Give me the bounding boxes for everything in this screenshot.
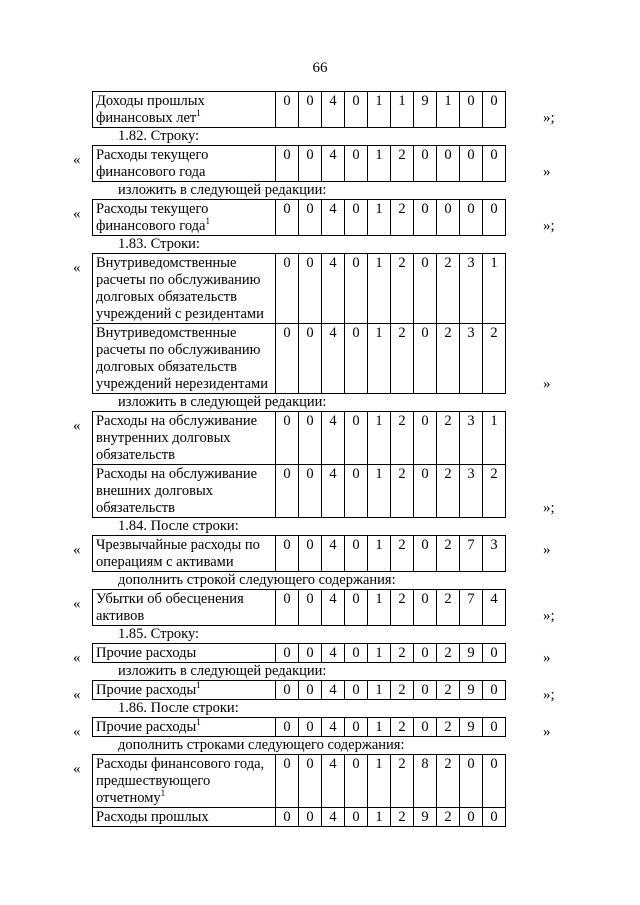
row-name-line: долговых обязательств (96, 359, 237, 375)
code-digit-cell: 0 (345, 755, 368, 808)
code-digit-cell: 0 (276, 808, 299, 827)
code-digit-cell: 0 (345, 718, 368, 737)
code-digit-cell: 2 (391, 718, 414, 737)
caption-text: дополнить строкой следующего содержания: (118, 572, 396, 588)
code-digit-cell: 0 (483, 808, 506, 827)
code-digit-cell: 0 (414, 681, 437, 700)
code-digit-cell: 1 (368, 92, 391, 128)
row-name-line: расчеты по обслуживанию (96, 272, 261, 288)
page-number: 66 (312, 60, 328, 76)
row-name-line: Прочие расходы (96, 682, 197, 698)
code-digit-cell: 0 (460, 200, 483, 236)
code-digit-cell: 3 (460, 324, 483, 394)
code-digit-cell: 0 (345, 590, 368, 626)
row-name-line: активов (96, 608, 145, 624)
code-digit-cell: 0 (299, 200, 322, 236)
code-digit-cell: 2 (391, 465, 414, 518)
closing-quote: »; (543, 608, 555, 624)
code-digit-cell: 0 (276, 200, 299, 236)
row-name-line: операциям с активами (96, 554, 234, 570)
code-digit-cell: 0 (414, 146, 437, 182)
code-digit-cell: 4 (322, 590, 345, 626)
code-table-block (0, 145, 640, 182)
code-digit-cell: 0 (345, 92, 368, 128)
code-digit-cell: 2 (437, 412, 460, 465)
code-digit-cell: 0 (276, 681, 299, 700)
code-digit-cell: 0 (299, 412, 322, 465)
code-digit-cell: 1 (368, 718, 391, 737)
code-digit-cell: 2 (391, 681, 414, 700)
code-digit-cell: 2 (437, 536, 460, 572)
row-name-cell (93, 146, 276, 182)
table-row (93, 755, 506, 808)
code-digit-cell: 8 (414, 755, 437, 808)
code-table-block (0, 253, 640, 394)
code-digit-cell: 0 (345, 324, 368, 394)
footnote-mark: 1 (160, 788, 166, 799)
closing-quote: »; (543, 500, 555, 516)
document-body (0, 91, 640, 827)
row-name-cell (93, 465, 276, 518)
code-digit-cell: 0 (345, 808, 368, 827)
row-name-line: Внутриведомственные (96, 325, 237, 341)
code-digit-cell: 2 (437, 465, 460, 518)
row-name-line: Прочие расходы (96, 719, 197, 735)
opening-quote: « (73, 724, 81, 740)
row-name-cell (93, 718, 276, 737)
code-digit-cell: 4 (322, 465, 345, 518)
section-caption (0, 182, 640, 199)
code-table-block (0, 754, 640, 827)
closing-quote: » (543, 650, 551, 666)
code-digit-cell: 0 (299, 644, 322, 663)
code-digit-cell: 0 (276, 590, 299, 626)
caption-text: изложить в следующей редакции: (118, 394, 327, 410)
code-digit-cell: 1 (368, 254, 391, 324)
code-digit-cell: 1 (368, 412, 391, 465)
closing-quote: » (543, 542, 551, 558)
code-digit-cell: 2 (437, 590, 460, 626)
code-digit-cell: 0 (299, 681, 322, 700)
code-digit-cell: 0 (414, 324, 437, 394)
caption-text: 1.82. Строку: (118, 128, 200, 144)
code-digit-cell: 0 (345, 536, 368, 572)
table-row (93, 324, 506, 394)
code-digit-cell: 2 (483, 324, 506, 394)
row-name-line: внешних долговых (96, 483, 213, 499)
code-digit-cell: 2 (391, 324, 414, 394)
code-table (92, 754, 506, 827)
code-table-block (0, 199, 640, 236)
code-digit-cell: 0 (276, 644, 299, 663)
table-row (93, 465, 506, 518)
closing-quote: »; (543, 687, 555, 703)
code-digit-cell: 0 (414, 412, 437, 465)
row-name-line: Прочие расходы (96, 645, 197, 661)
row-name-line: предшествующего (96, 773, 211, 789)
row-name-line: финансового года (96, 164, 206, 180)
code-digit-cell: 0 (299, 755, 322, 808)
row-name-cell (93, 92, 276, 128)
code-digit-cell: 0 (414, 200, 437, 236)
code-digit-cell: 9 (460, 681, 483, 700)
code-digit-cell: 1 (437, 92, 460, 128)
section-caption (0, 128, 640, 145)
code-digit-cell: 0 (345, 644, 368, 663)
row-name-line: отчетному (96, 790, 161, 806)
code-digit-cell: 1 (368, 755, 391, 808)
closing-quote: »; (543, 218, 555, 234)
code-digit-cell: 0 (276, 465, 299, 518)
row-name-cell (93, 755, 276, 808)
code-digit-cell: 0 (345, 254, 368, 324)
code-table-block (0, 411, 640, 518)
code-digit-cell: 0 (414, 590, 437, 626)
row-name-line: расчеты по обслуживанию (96, 342, 261, 358)
code-digit-cell: 1 (368, 644, 391, 663)
row-name-line: обязательств (96, 500, 175, 516)
opening-quote: « (73, 206, 81, 222)
section-caption (0, 518, 640, 535)
table-row (93, 200, 506, 236)
row-name-cell (93, 590, 276, 626)
code-digit-cell: 0 (345, 465, 368, 518)
code-digit-cell: 1 (368, 200, 391, 236)
code-digit-cell: 0 (345, 412, 368, 465)
row-name-cell (93, 808, 276, 827)
section-caption (0, 572, 640, 589)
code-table-block (0, 589, 640, 626)
code-digit-cell: 2 (391, 536, 414, 572)
code-digit-cell: 2 (437, 644, 460, 663)
row-name-line: Расходы прошлых (96, 809, 209, 825)
code-digit-cell: 1 (483, 254, 506, 324)
code-digit-cell: 0 (483, 755, 506, 808)
code-digit-cell: 4 (322, 808, 345, 827)
table-row (93, 412, 506, 465)
code-table (92, 717, 506, 737)
code-digit-cell: 4 (322, 412, 345, 465)
code-digit-cell: 0 (276, 324, 299, 394)
code-digit-cell: 0 (483, 644, 506, 663)
section-caption (0, 737, 640, 754)
row-name-cell (93, 536, 276, 572)
code-digit-cell: 0 (276, 146, 299, 182)
code-digit-cell: 0 (345, 681, 368, 700)
code-digit-cell: 4 (322, 92, 345, 128)
row-name-cell (93, 324, 276, 394)
code-digit-cell: 7 (460, 590, 483, 626)
code-table (92, 643, 506, 663)
code-digit-cell: 0 (299, 324, 322, 394)
code-table (92, 91, 506, 128)
caption-text: 1.86. После строки: (118, 700, 239, 716)
opening-quote: « (73, 761, 81, 777)
code-digit-cell: 0 (483, 200, 506, 236)
code-digit-cell: 2 (391, 755, 414, 808)
code-digit-cell: 7 (460, 536, 483, 572)
code-digit-cell: 0 (299, 146, 322, 182)
row-name-cell (93, 681, 276, 700)
code-digit-cell: 4 (322, 644, 345, 663)
code-digit-cell: 0 (299, 254, 322, 324)
closing-quote: » (543, 724, 551, 740)
code-digit-cell: 1 (483, 412, 506, 465)
code-digit-cell: 2 (483, 465, 506, 518)
code-digit-cell: 0 (483, 92, 506, 128)
code-digit-cell: 2 (391, 200, 414, 236)
footnote-mark: 1 (196, 680, 201, 691)
code-table-block (0, 717, 640, 740)
code-digit-cell: 2 (391, 590, 414, 626)
code-digit-cell: 9 (460, 644, 483, 663)
code-table (92, 199, 506, 236)
code-digit-cell: 0 (414, 718, 437, 737)
caption-text: 1.83. Строки: (118, 236, 200, 252)
closing-quote: » (543, 164, 551, 180)
row-name-line: Расходы на обслуживание (96, 413, 258, 429)
code-digit-cell: 4 (483, 590, 506, 626)
code-digit-cell: 0 (299, 465, 322, 518)
row-name-cell (93, 644, 276, 663)
code-digit-cell: 0 (276, 254, 299, 324)
code-digit-cell: 0 (276, 412, 299, 465)
code-digit-cell: 1 (368, 681, 391, 700)
section-caption (0, 663, 640, 680)
section-caption (0, 236, 640, 253)
row-name-line: Внутриведомственные (96, 255, 237, 271)
row-name-line: внутренних долговых (96, 430, 231, 446)
code-digit-cell: 0 (299, 808, 322, 827)
opening-quote: « (73, 260, 81, 276)
code-digit-cell: 2 (391, 254, 414, 324)
caption-text: 1.84. После строки: (118, 518, 239, 534)
code-digit-cell: 0 (437, 146, 460, 182)
section-caption (0, 394, 640, 411)
code-digit-cell: 2 (391, 644, 414, 663)
code-digit-cell: 2 (391, 146, 414, 182)
code-digit-cell: 0 (276, 755, 299, 808)
code-table (92, 145, 506, 182)
row-name-line: учреждений с резидентами (96, 306, 264, 322)
code-digit-cell: 0 (460, 808, 483, 827)
code-digit-cell: 0 (299, 92, 322, 128)
code-digit-cell: 2 (437, 324, 460, 394)
table-row (93, 681, 506, 700)
row-name-line: долговых обязательств (96, 289, 237, 305)
code-digit-cell: 1 (368, 536, 391, 572)
section-caption (0, 700, 640, 717)
caption-text: 1.85. Строку: (118, 626, 200, 642)
row-name-line: Расходы на обслуживание (96, 466, 258, 482)
code-digit-cell: 4 (322, 536, 345, 572)
code-digit-cell: 3 (460, 254, 483, 324)
row-name-line: Убытки об обесценения (96, 591, 244, 607)
opening-quote: « (73, 687, 81, 703)
code-digit-cell: 0 (299, 536, 322, 572)
code-digit-cell: 0 (414, 644, 437, 663)
row-name-line: Доходы прошлых (96, 93, 205, 109)
row-name-line: Чрезвычайные расходы по (96, 537, 260, 553)
footnote-mark: 1 (196, 717, 201, 728)
row-name-line: Расходы финансового года, (96, 756, 265, 772)
code-digit-cell: 2 (437, 254, 460, 324)
code-digit-cell: 9 (460, 718, 483, 737)
row-name-line: учреждений нерезидентами (96, 376, 268, 392)
code-digit-cell: 3 (460, 465, 483, 518)
caption-text: дополнить строками следующего содержания: (118, 737, 405, 753)
row-name-line: финансового года (96, 218, 206, 234)
code-digit-cell: 4 (322, 681, 345, 700)
opening-quote: « (73, 542, 81, 558)
closing-quote: »; (543, 110, 555, 126)
code-table-block (0, 643, 640, 666)
code-digit-cell: 2 (391, 808, 414, 827)
code-table-block (0, 91, 640, 128)
code-digit-cell: 0 (345, 200, 368, 236)
code-digit-cell: 0 (483, 718, 506, 737)
code-digit-cell: 0 (299, 718, 322, 737)
code-digit-cell: 0 (276, 718, 299, 737)
code-digit-cell: 0 (460, 755, 483, 808)
table-row (93, 644, 506, 663)
code-digit-cell: 1 (368, 465, 391, 518)
table-row (93, 146, 506, 182)
row-name-line: обязательств (96, 447, 175, 463)
code-digit-cell: 3 (460, 412, 483, 465)
code-digit-cell: 2 (437, 718, 460, 737)
code-digit-cell: 4 (322, 755, 345, 808)
code-digit-cell: 1 (368, 324, 391, 394)
code-table (92, 535, 506, 572)
code-digit-cell: 0 (276, 92, 299, 128)
code-digit-cell: 1 (368, 808, 391, 827)
code-digit-cell: 0 (414, 254, 437, 324)
table-row (93, 536, 506, 572)
code-digit-cell: 0 (414, 536, 437, 572)
footnote-mark: 1 (205, 216, 210, 227)
code-digit-cell: 4 (322, 324, 345, 394)
code-table (92, 589, 506, 626)
code-table (92, 680, 506, 700)
code-digit-cell: 1 (368, 590, 391, 626)
code-digit-cell: 1 (368, 146, 391, 182)
code-digit-cell: 2 (437, 755, 460, 808)
caption-text: изложить в следующей редакции: (118, 182, 327, 198)
code-digit-cell: 4 (322, 200, 345, 236)
code-digit-cell: 0 (483, 146, 506, 182)
code-digit-cell: 0 (414, 465, 437, 518)
table-row (93, 718, 506, 737)
code-table-block (0, 535, 640, 572)
code-table-block (0, 680, 640, 703)
table-row (93, 590, 506, 626)
code-digit-cell: 0 (345, 146, 368, 182)
section-caption (0, 626, 640, 643)
code-digit-cell: 0 (460, 146, 483, 182)
code-digit-cell: 0 (437, 200, 460, 236)
row-name-line: финансовых лет (96, 110, 197, 126)
row-name-line: Расходы текущего (96, 201, 209, 217)
opening-quote: « (73, 596, 81, 612)
code-digit-cell: 0 (460, 92, 483, 128)
closing-quote: » (543, 376, 551, 392)
opening-quote: « (73, 152, 81, 168)
table-row (93, 808, 506, 827)
opening-quote: « (73, 418, 81, 434)
code-digit-cell: 0 (299, 590, 322, 626)
row-name-cell (93, 412, 276, 465)
row-name-cell (93, 254, 276, 324)
code-digit-cell: 9 (414, 92, 437, 128)
code-digit-cell: 9 (414, 808, 437, 827)
row-name-line: Расходы текущего (96, 147, 209, 163)
code-digit-cell: 0 (483, 681, 506, 700)
code-digit-cell: 2 (391, 412, 414, 465)
code-digit-cell: 1 (391, 92, 414, 128)
code-digit-cell: 3 (483, 536, 506, 572)
caption-text: изложить в следующей редакции: (118, 663, 327, 679)
code-digit-cell: 2 (437, 681, 460, 700)
code-digit-cell: 4 (322, 146, 345, 182)
code-digit-cell: 4 (322, 718, 345, 737)
footnote-mark: 1 (196, 108, 201, 119)
row-name-cell (93, 200, 276, 236)
code-digit-cell: 4 (322, 254, 345, 324)
code-digit-cell: 0 (276, 536, 299, 572)
table-row (93, 92, 506, 128)
opening-quote: « (73, 650, 81, 666)
table-row (93, 254, 506, 324)
code-digit-cell: 2 (437, 808, 460, 827)
code-table (92, 411, 506, 518)
code-table (92, 253, 506, 394)
